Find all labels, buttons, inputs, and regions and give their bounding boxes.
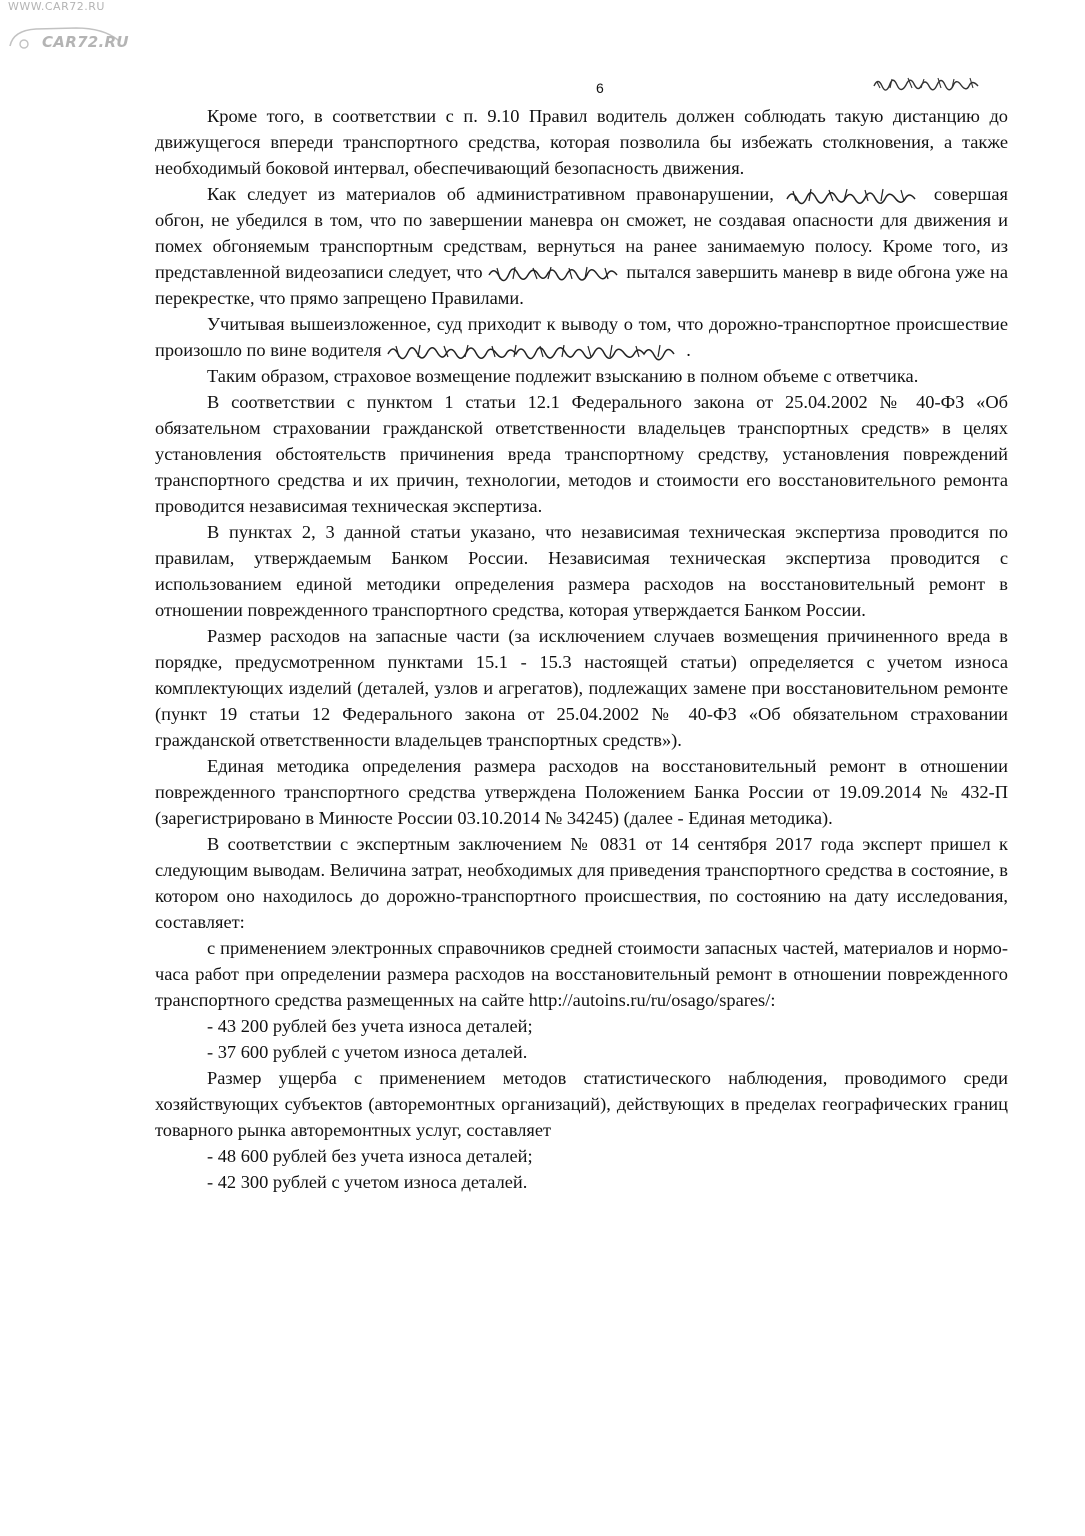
paragraph-text: Как следует из материалов об административном правонарушении, (207, 184, 774, 204)
watermark-url: WWW.CAR72.RU (8, 0, 105, 13)
watermark-label: CAR72.RU (42, 33, 129, 51)
paragraph: В пунктах 2, 3 данной статьи указано, что независимая техническая экспертиза проводится по правилам, утверждаемым Банком России. Независимая техническая экспертиза проводится с использованием единой методики определения размера расходов на восстановительный ремонт в отношении поврежденного транспортного средства, которая утверждается Банком России. (155, 522, 1008, 620)
list-item: - 37 600 рублей с учетом износа деталей. (207, 1042, 528, 1062)
paragraph (155, 311, 1008, 363)
paragraph (155, 181, 1008, 311)
list-item: - 42 300 рублей с учетом износа деталей. (207, 1172, 528, 1192)
paragraph-text: совершая обгон, не убедился в том, что по завершении маневра он сможет, не создавая опасности для движения и помех обгоняемым транспортным средствам, вернуться на ранее занимаемую полосу. Кроме того, из представленной видеозаписи следует, что (155, 184, 1008, 282)
paragraph: с применением электронных справочников средней стоимости запасных частей, материалов и нормо-часа работ при определении размера расходов на восстановительный ремонт в отношении поврежденного транспортного средства размещенных на сайте http://autoins.ru/ru/osago/spares/: (155, 938, 1008, 1010)
redacted-stamp (872, 74, 982, 92)
paragraph: Размер расходов на запасные части (за исключением случаев возмещения причиненного вреда в порядке, предусмотренном пунктами 15.1 - 15.3 настоящей статьи) определяется с учетом износа комплектующих изделий (деталей, узлов и агрегатов), подлежащих замене при восстановительном ремонте (пункт 19 статьи 12 Федерального закона от 25.04.2002 № 40-ФЗ «Об обязательном страховании гражданской ответственности владельцев транспортных средств»). (155, 626, 1008, 750)
paragraph: Единая методика определения размера расходов на восстановительный ремонт в отношении поврежденного транспортного средства утверждена Положением Банка России от 19.09.2014 № 432-П (зарегистрировано в Минюсте России 03.10.2014 № 34245) (далее - Единая методика). (155, 756, 1008, 828)
redacted-name (785, 185, 923, 207)
list-item: - 48 600 рублей без учета износа деталей; (207, 1146, 533, 1166)
redacted-name (386, 341, 686, 363)
page-number: 6 (596, 80, 604, 96)
paragraph: В соответствии с экспертным заключением № 0831 от 14 сентября 2017 года эксперт пришел к следующим выводам. Величина затрат, необходимых для приведения транспортного средства в состояние, в котором оно находилось до дорожно-транспортного происшествия, по состоянию на дату исследования, составляет: (155, 834, 1008, 932)
paragraph: Кроме того, в соответствии с п. 9.10 Правил водитель должен соблюдать такую дистанцию до движущегося впереди транспортного средства, которая позволила бы избежать столкновения, а также необходимый боковой интервал, обеспечивающий безопасность движения. (155, 106, 1008, 178)
paragraph-text: . (686, 340, 691, 360)
site-watermark (4, 0, 134, 52)
redacted-name (487, 263, 621, 285)
paragraph: Размер ущерба с применением методов статистического наблюдения, проводимого среди хозяйствующих субъектов (авторемонтных организаций), действующих в пределах географических границ товарного рынка авторемонтных услуг, составляет (155, 1068, 1008, 1140)
document-body (155, 103, 1008, 1195)
paragraph: В соответствии с пунктом 1 статьи 12.1 Федерального закона от 25.04.2002 № 40-ФЗ «Об обязательном страховании гражданской ответственности владельцев транспортных средств» в целях установления обстоятельств причинения вреда транспортному средству, установления повреждений транспортного средства и их причин, технологии, методов и стоимости его восстановительного ремонта проводится независимая техническая экспертиза. (155, 392, 1008, 516)
paragraph-text: Учитывая вышеизложенное, суд приходит к выводу о том, что дорожно-транспортное происшествие произошло по вине водителя (155, 314, 1008, 360)
paragraph: Таким образом, страховое возмещение подлежит взысканию в полном объеме с ответчика. (207, 366, 919, 386)
list-item: - 43 200 рублей без учета износа деталей; (207, 1016, 533, 1036)
paragraph-text: пытался завершить маневр в виде обгона уже на перекрестке, что прямо запрещено Правилами. (155, 262, 1008, 308)
